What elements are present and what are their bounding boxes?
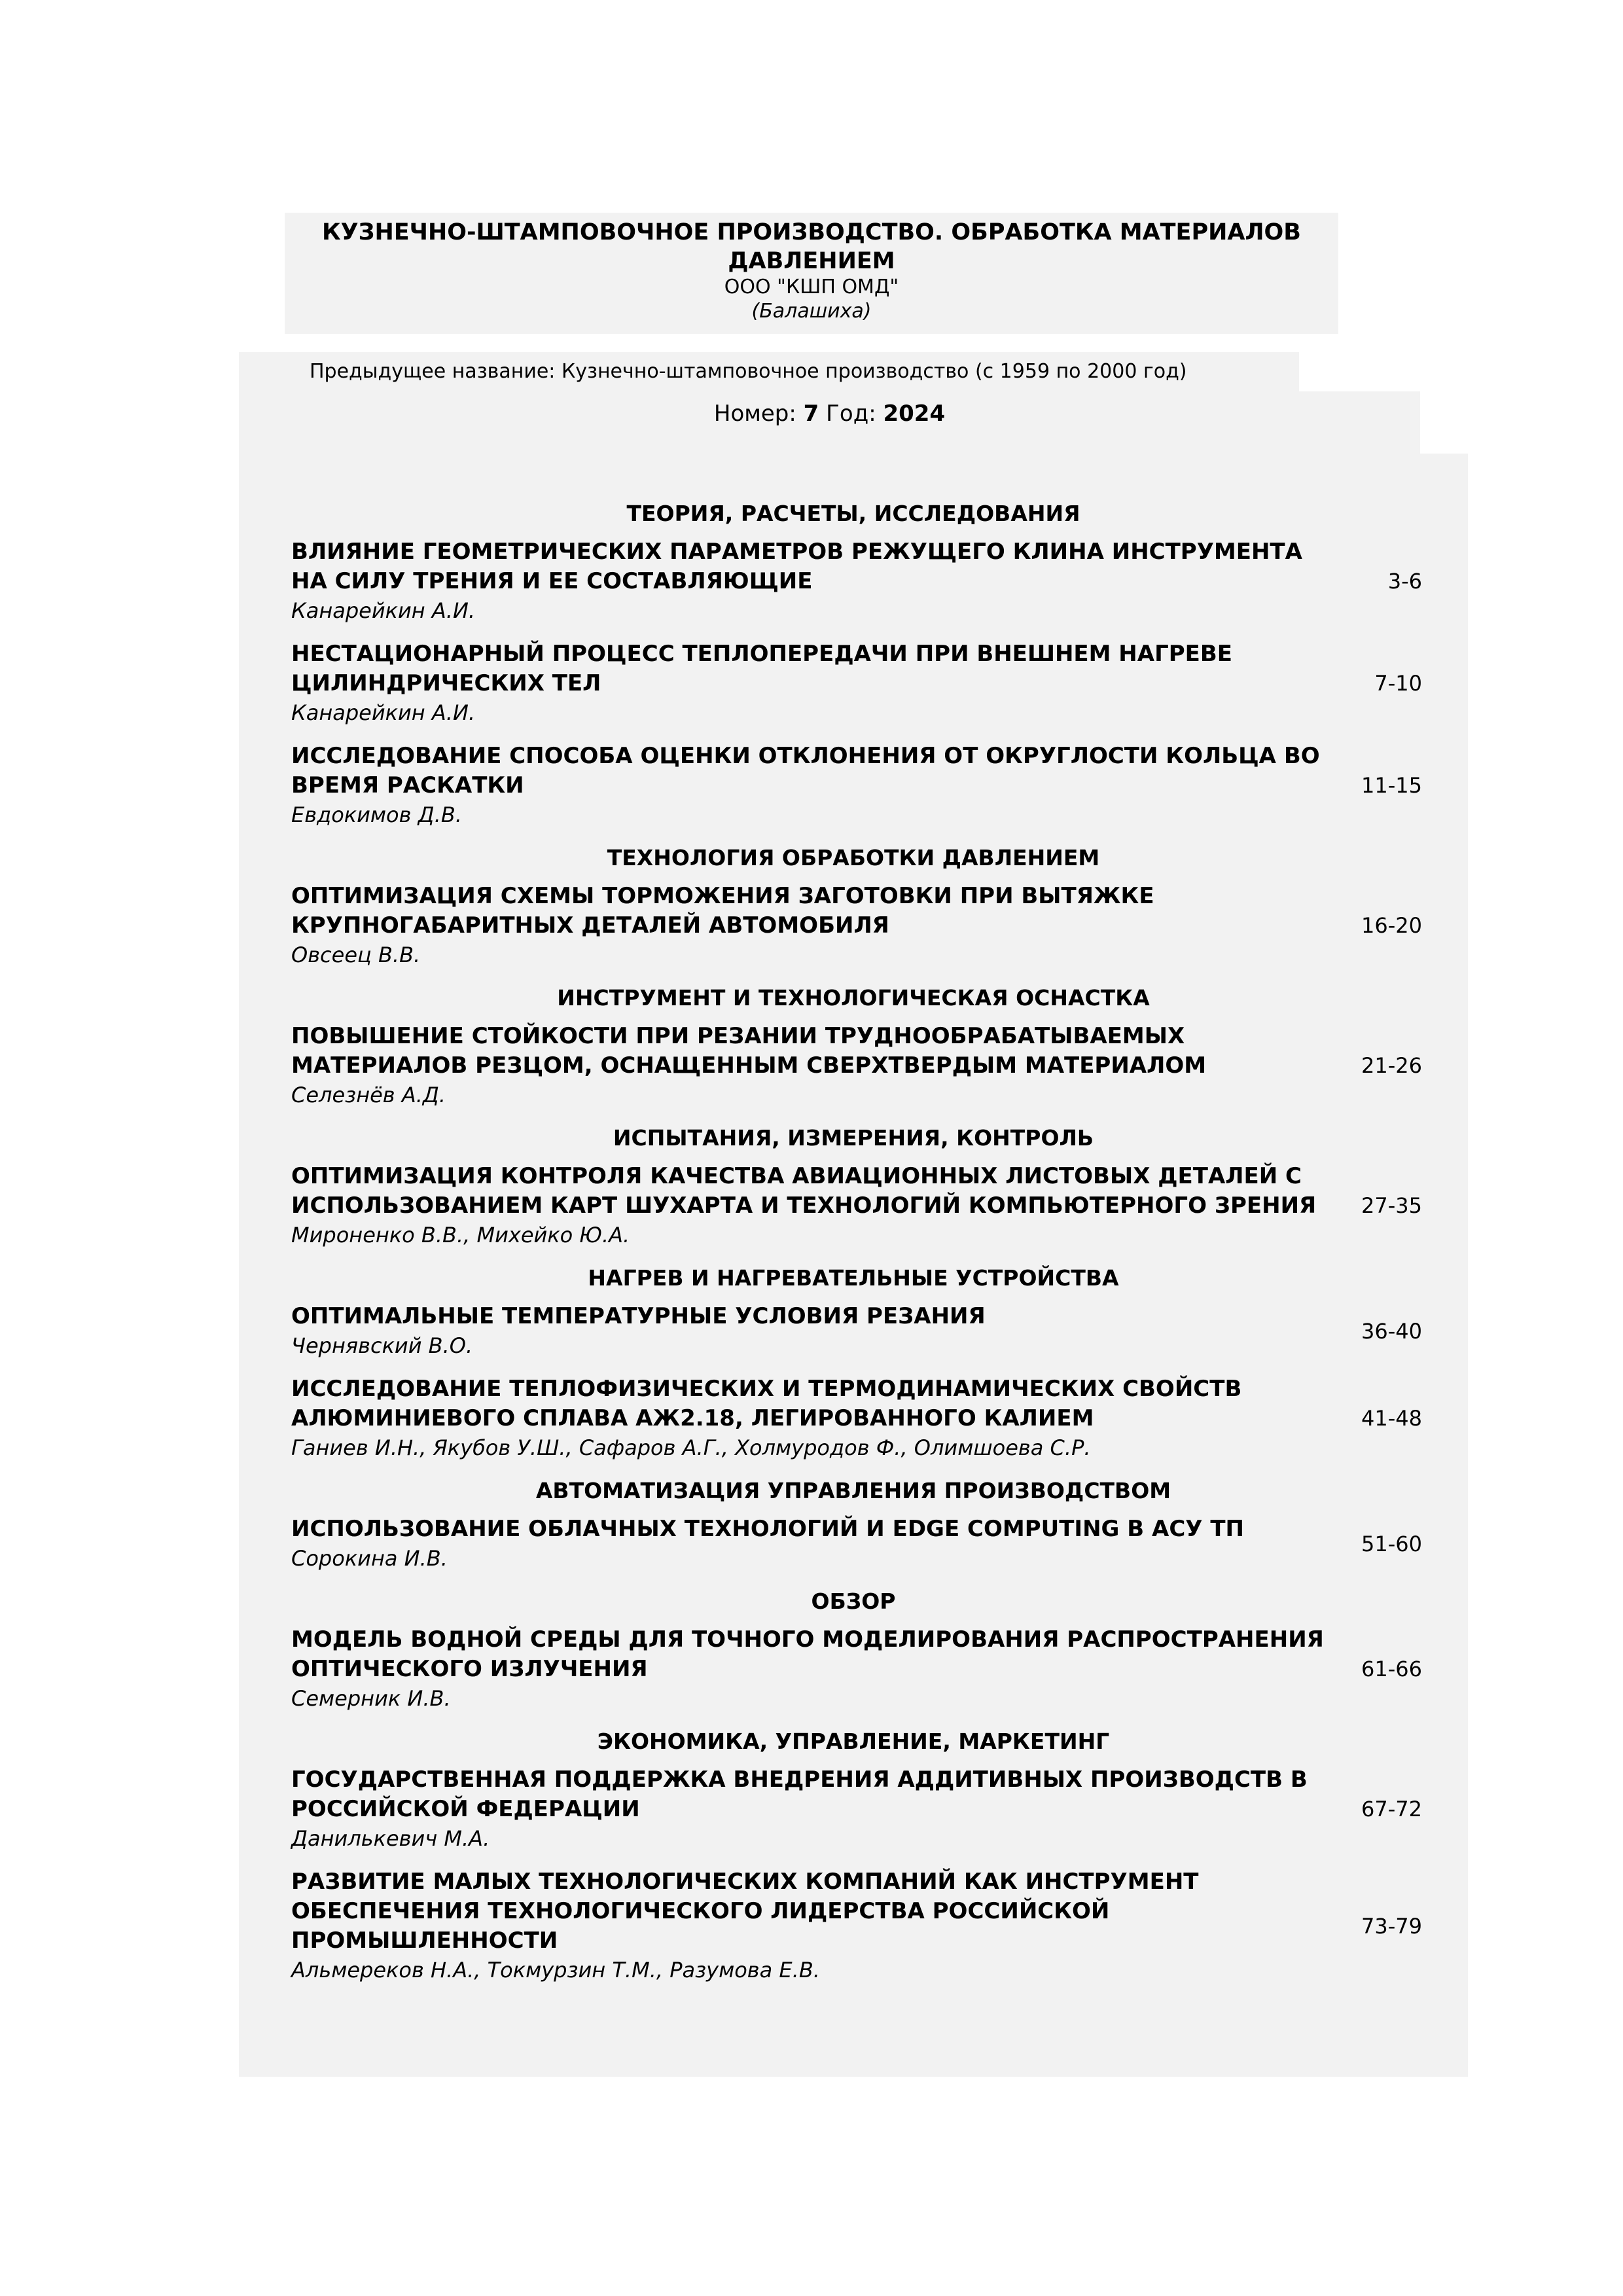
article-authors: Семерник И.В. <box>291 1686 451 1711</box>
article-title[interactable]: ИССЛЕДОВАНИЕ СПОСОБА ОЦЕНКИ ОТКЛОНЕНИЯ ОТ ОКРУГЛОСТИ КОЛЬЦА ВО ВРЕМЯ РАСКАТКИ <box>291 743 1320 798</box>
issue-label: Номер: <box>713 401 796 427</box>
article-entry[interactable] <box>239 1625 1468 1713</box>
article-authors: Альмереков Н.А., Токмурзин Т.М., Разумова Е.В. <box>291 1958 820 1982</box>
article-title[interactable]: ГОСУДАРСТВЕННАЯ ПОДДЕРЖКА ВНЕДРЕНИЯ АДДИТИВНЫХ ПРОИЗВОДСТВ В РОССИЙСКОЙ ФЕДЕРАЦИИ <box>291 1767 1308 1822</box>
article-authors: Ганиев И.Н., Якубов У.Ш., Сафаров А.Г., Холмуродов Ф., Олимшоева С.Р. <box>291 1435 1091 1460</box>
article-pages: 27-35 <box>1361 1193 1422 1218</box>
article-title[interactable]: НЕСТАЦИОНАРНЫЙ ПРОЦЕСС ТЕПЛОПЕРЕДАЧИ ПРИ ВНЕШНЕМ НАГРЕВЕ ЦИЛИНДРИЧЕСКИХ ТЕЛ <box>291 641 1233 696</box>
section-heading: ИНСТРУМЕНТ И ТЕХНОЛОГИЧЕСКАЯ ОСНАСТКА <box>557 985 1150 1011</box>
previous-name-value: Кузнечно-штамповочное производство (с 1959 по 2000 год) <box>561 360 1187 383</box>
article-title[interactable]: РАЗВИТИЕ МАЛЫХ ТЕХНОЛОГИЧЕСКИХ КОМПАНИЙ КАК ИНСТРУМЕНТ ОБЕСПЕЧЕНИЯ ТЕХНОЛОГИЧЕСКОГО ЛИДЕРСТВА РОССИЙСКОЙ ПРОМЫШЛЕННОСТИ <box>291 1869 1199 1954</box>
article-authors: Канарейкин А.И. <box>291 598 476 623</box>
article-pages: 21-26 <box>1361 1053 1422 1078</box>
section-heading: ТЕОРИЯ, РАСЧЕТЫ, ИССЛЕДОВАНИЯ <box>626 501 1080 526</box>
issue-line <box>239 399 1420 428</box>
article-title[interactable]: ОПТИМИЗАЦИЯ КОНТРОЛЯ КАЧЕСТВА АВИАЦИОННЫХ ЛИСТОВЫХ ДЕТАЛЕЙ С ИСПОЛЬЗОВАНИЕМ КАРТ ШУХАРТА И ТЕХНОЛОГИЙ КОМПЬЮТЕРНОГО ЗРЕНИЯ <box>291 1163 1317 1219</box>
journal-title: КУЗНЕЧНО-ШТАМПОВОЧНОЕ ПРОИЗВОДСТВО. ОБРАБОТКА МАТЕРИАЛОВ ДАВЛЕНИЕМ <box>322 219 1301 274</box>
article-entry[interactable] <box>239 1302 1468 1360</box>
article-authors: Мироненко В.В., Михейко Ю.А. <box>291 1223 630 1247</box>
article-authors: Овсеец В.В. <box>291 942 421 967</box>
previous-name-line <box>310 360 1187 384</box>
article-authors: Канарейкин А.И. <box>291 700 476 725</box>
article-authors: Сорокина И.В. <box>291 1546 448 1571</box>
article-title[interactable]: ПОВЫШЕНИЕ СТОЙКОСТИ ПРИ РЕЗАНИИ ТРУДНООБРАБАТЫВАЕМЫХ МАТЕРИАЛОВ РЕЗЦОМ, ОСНАЩЕННЫМ СВЕРХТВЕРДЫМ МАТЕРИАЛОМ <box>291 1023 1207 1079</box>
article-title[interactable]: ИССЛЕДОВАНИЕ ТЕПЛОФИЗИЧЕСКИХ И ТЕРМОДИНАМИЧЕСКИХ СВОЙСТВ АЛЮМИНИЕВОГО СПЛАВА АЖ2.18, ЛЕГИРОВАННОГО КАЛИЕМ <box>291 1376 1242 1431</box>
article-pages: 67-72 <box>1361 1797 1422 1821</box>
section-heading: АВТОМАТИЗАЦИЯ УПРАВЛЕНИЯ ПРОИЗВОДСТВОМ <box>535 1478 1171 1503</box>
article-entry[interactable] <box>239 742 1468 829</box>
issue-block <box>239 391 1420 454</box>
article-entry[interactable] <box>239 1374 1468 1462</box>
year-value: 2024 <box>883 401 946 427</box>
section-heading: ТЕХНОЛОГИЯ ОБРАБОТКИ ДАВЛЕНИЕМ <box>607 845 1100 870</box>
article-pages: 16-20 <box>1361 913 1422 938</box>
article-entry[interactable] <box>239 882 1468 969</box>
article-authors: Данилькевич М.А. <box>291 1826 490 1851</box>
article-pages: 73-79 <box>1361 1913 1422 1939</box>
article-title[interactable]: МОДЕЛЬ ВОДНОЙ СРЕДЫ ДЛЯ ТОЧНОГО МОДЕЛИРОВАНИЯ РАСПРОСТРАНЕНИЯ ОПТИЧЕСКОГО ИЗЛУЧЕНИЯ <box>291 1626 1324 1682</box>
article-title[interactable]: ИСПОЛЬЗОВАНИЕ ОБЛАЧНЫХ ТЕХНОЛОГИЙ И EDGE COMPUTING В АСУ ТП <box>291 1516 1244 1542</box>
journal-header <box>285 213 1338 334</box>
article-pages: 51-60 <box>1361 1531 1422 1556</box>
article-entry[interactable] <box>239 1867 1468 1984</box>
article-entry[interactable] <box>239 639 1468 727</box>
article-pages: 7-10 <box>1374 671 1422 696</box>
section-heading: НАГРЕВ И НАГРЕВАТЕЛЬНЫЕ УСТРОЙСТВА <box>588 1265 1119 1291</box>
article-authors: Селезнёв А.Д. <box>291 1083 446 1107</box>
article-authors: Евдокимов Д.В. <box>291 802 462 827</box>
article-title[interactable]: ОПТИМАЛЬНЫЕ ТЕМПЕРАТУРНЫЕ УСЛОВИЯ РЕЗАНИЯ <box>291 1303 986 1329</box>
section-heading: ИСПЫТАНИЯ, ИЗМЕРЕНИЯ, КОНТРОЛЬ <box>613 1125 1094 1151</box>
article-pages: 3-6 <box>1387 569 1422 594</box>
previous-name-block <box>239 352 1299 391</box>
article-entry[interactable] <box>239 1022 1468 1109</box>
journal-city: (Балашиха) <box>751 300 872 323</box>
article-title[interactable]: ВЛИЯНИЕ ГЕОМЕТРИЧЕСКИХ ПАРАМЕТРОВ РЕЖУЩЕГО КЛИНА ИНСТРУМЕНТА НА СИЛУ ТРЕНИЯ И ЕЕ СОСТАВЛЯЮЩИЕ <box>291 539 1302 594</box>
table-of-contents <box>239 499 1468 1999</box>
section-heading: ЭКОНОМИКА, УПРАВЛЕНИЕ, МАРКЕТИНГ <box>597 1729 1110 1754</box>
article-pages: 41-48 <box>1361 1406 1422 1431</box>
section-heading: ОБЗОР <box>811 1588 896 1614</box>
article-title[interactable]: ОПТИМИЗАЦИЯ СХЕМЫ ТОРМОЖЕНИЯ ЗАГОТОВКИ ПРИ ВЫТЯЖКЕ КРУПНОГАБАРИТНЫХ ДЕТАЛЕЙ АВТОМОБИЛЯ <box>291 883 1154 939</box>
article-entry[interactable] <box>239 1162 1468 1249</box>
year-label: Год: <box>826 401 876 427</box>
article-entry[interactable] <box>239 537 1468 625</box>
article-pages: 61-66 <box>1361 1657 1422 1681</box>
previous-name-label: Предыдущее название: <box>310 360 556 383</box>
article-pages: 11-15 <box>1361 773 1422 798</box>
article-entry[interactable] <box>239 1765 1468 1853</box>
article-pages: 36-40 <box>1361 1318 1422 1344</box>
article-entry[interactable] <box>239 1515 1468 1573</box>
article-authors: Чернявский В.О. <box>291 1333 473 1358</box>
table-of-contents-panel <box>239 454 1468 2077</box>
journal-publisher: ООО "КШП ОМД" <box>724 276 899 298</box>
issue-number: 7 <box>803 401 819 427</box>
